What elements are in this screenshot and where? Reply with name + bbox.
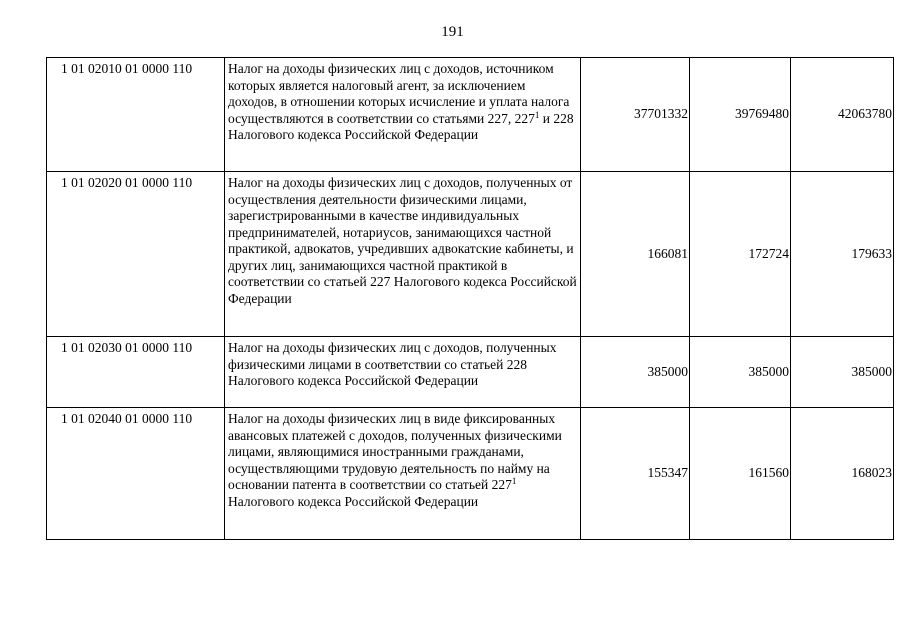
revenue-name-text-tail: и 228 Налогового кодекса Российской Федерации [228, 110, 574, 142]
superscript: 1 [534, 109, 540, 120]
revenue-name-text: Налог на доходы физических лиц в виде фиксированных авансовых платежей с доходов, полученных физическими лицами, являющимися иностранными гражданами, осуществляющими трудовую деятельность по найму на основании патента в соответствии со статьей 227 [228, 411, 562, 492]
revenue-table [46, 57, 894, 540]
amount-year-2: 172724 [690, 172, 791, 337]
table-row [47, 408, 894, 540]
amount-year-3: 385000 [791, 337, 894, 408]
revenue-name-text-tail: Налогового кодекса Российской Федерации [228, 493, 479, 509]
revenue-name [225, 337, 581, 408]
revenue-name [225, 408, 581, 540]
revenue-name-text: Налог на доходы физических лиц с доходов, полученных от осуществления деятельности физическими лицами, зарегистрированными в качестве индивидуальных предпринимателей, нотариусов, занимающихся частной практикой, адвокатов, учредивших адвокатские кабинеты, и других лиц, занимающихся частной практикой в соответствии со статьей 227 Налогового кодекса Российской Федерации [228, 175, 577, 306]
page-number: 191 [441, 24, 464, 40]
amount-year-3: 179633 [791, 172, 894, 337]
classification-code: 1 01 02020 01 0000 110 [47, 172, 225, 337]
revenue-name-text: Налог на доходы физических лиц с доходов, источником которых является налоговый агент, за исключением доходов, в отношении которых исчисление и уплата налога осуществляются в соответствии со статьями 227, 227 [228, 61, 570, 126]
revenue-name [225, 172, 581, 337]
amount-year-2: 39769480 [690, 58, 791, 172]
superscript: 1 [511, 476, 517, 486]
amount-year-2: 385000 [690, 337, 791, 408]
amount-year-3: 168023 [791, 408, 894, 540]
amount-year-1: 155347 [581, 408, 690, 540]
revenue-name [225, 58, 581, 172]
table-row [47, 58, 894, 172]
revenue-name-text: Налог на доходы физических лиц с доходов, полученных физическими лицами в соответствии со статьей 228 Налогового кодекса Российской Федерации [228, 340, 557, 388]
classification-code: 1 01 02010 01 0000 110 [47, 58, 225, 172]
amount-year-2: 161560 [690, 408, 791, 540]
table-row [47, 172, 894, 337]
classification-code: 1 01 02030 01 0000 110 [47, 337, 225, 408]
amount-year-1: 166081 [581, 172, 690, 337]
table-row [47, 337, 894, 408]
classification-code: 1 01 02040 01 0000 110 [47, 408, 225, 540]
amount-year-1: 385000 [581, 337, 690, 408]
amount-year-1: 37701332 [581, 58, 690, 172]
amount-year-3: 42063780 [791, 58, 894, 172]
